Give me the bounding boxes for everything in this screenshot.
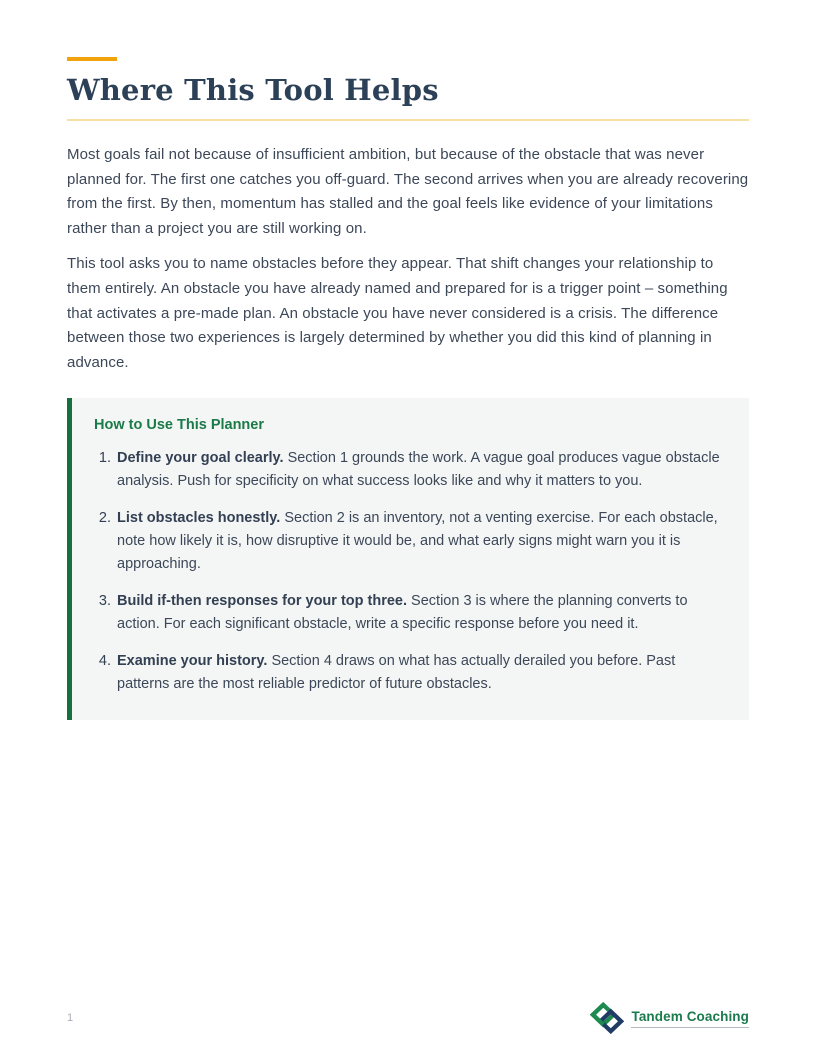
list-item: [94, 590, 723, 636]
list-item-text: [117, 507, 723, 576]
page-title: Where This Tool Helps: [67, 73, 439, 107]
tandem-logo-icon: [590, 1002, 624, 1034]
accent-bar: [67, 57, 117, 61]
list-item-text: [117, 447, 723, 493]
list-item-number: 1.: [98, 450, 111, 467]
list-item-rest: Section 4 draws on what has actually derailed you before. Past patterns are the most reliable predictor of future obstacles.: [117, 653, 676, 693]
list-item-rest: Section 2 is an inventory, not a venting exercise. For each obstacle, note how likely it is, how disruptive it would be, and what early signs might warn you it is approaching.: [117, 510, 718, 573]
brand-name: Tandem Coaching: [631, 1009, 749, 1028]
how-to-use-callout: [67, 398, 749, 720]
brand-link[interactable]: [590, 1002, 749, 1034]
list-item-lead: Define your goal clearly.: [117, 450, 284, 467]
list-item-lead: Build if-then responses for your top three.: [117, 593, 408, 610]
list-item: [94, 447, 723, 493]
intro-paragraph-1: Most goals fail not because of insufficient ambition, but because of the obstacle that was never planned for. The first one catches you off-guard. The second arrives when you are already recovering from the first. By then, momentum has stalled and the goal feels like evidence of your limitations rather than a project you are still working on.: [67, 146, 749, 237]
list-item-text: [117, 650, 723, 696]
page-number: 1: [67, 1012, 74, 1024]
callout-numbered-list: [94, 447, 723, 696]
intro-paragraph-2: This tool asks you to name obstacles before they appear. That shift changes your relationship to them entirely. An obstacle you have already named and prepared for is a trigger point – something that activates a pre-made plan. An obstacle you have never considered is a crisis. The difference between those two experiences is largely determined by whether you did this kind of planning in advance.: [67, 255, 728, 371]
list-item-rest: Section 3 is where the planning converts to action. For each significant obstacle, write a specific response before you need it.: [117, 593, 688, 633]
list-item-number: 4.: [98, 653, 111, 670]
page-footer: [67, 1000, 749, 1036]
list-item-rest: Section 1 grounds the work. A vague goal produces vague obstacle analysis. Push for specificity on what success looks like and why it matters to you.: [117, 450, 720, 490]
list-item-lead: Examine your history.: [117, 653, 268, 670]
list-item-lead: List obstacles honestly.: [117, 510, 281, 527]
list-item-number: 2.: [98, 510, 111, 527]
heading-rule: [67, 119, 749, 121]
list-item: [94, 507, 723, 576]
callout-title: How to Use This Planner: [94, 417, 264, 434]
list-item: [94, 650, 723, 696]
list-item-number: 3.: [98, 593, 111, 610]
list-item-text: [117, 590, 723, 636]
